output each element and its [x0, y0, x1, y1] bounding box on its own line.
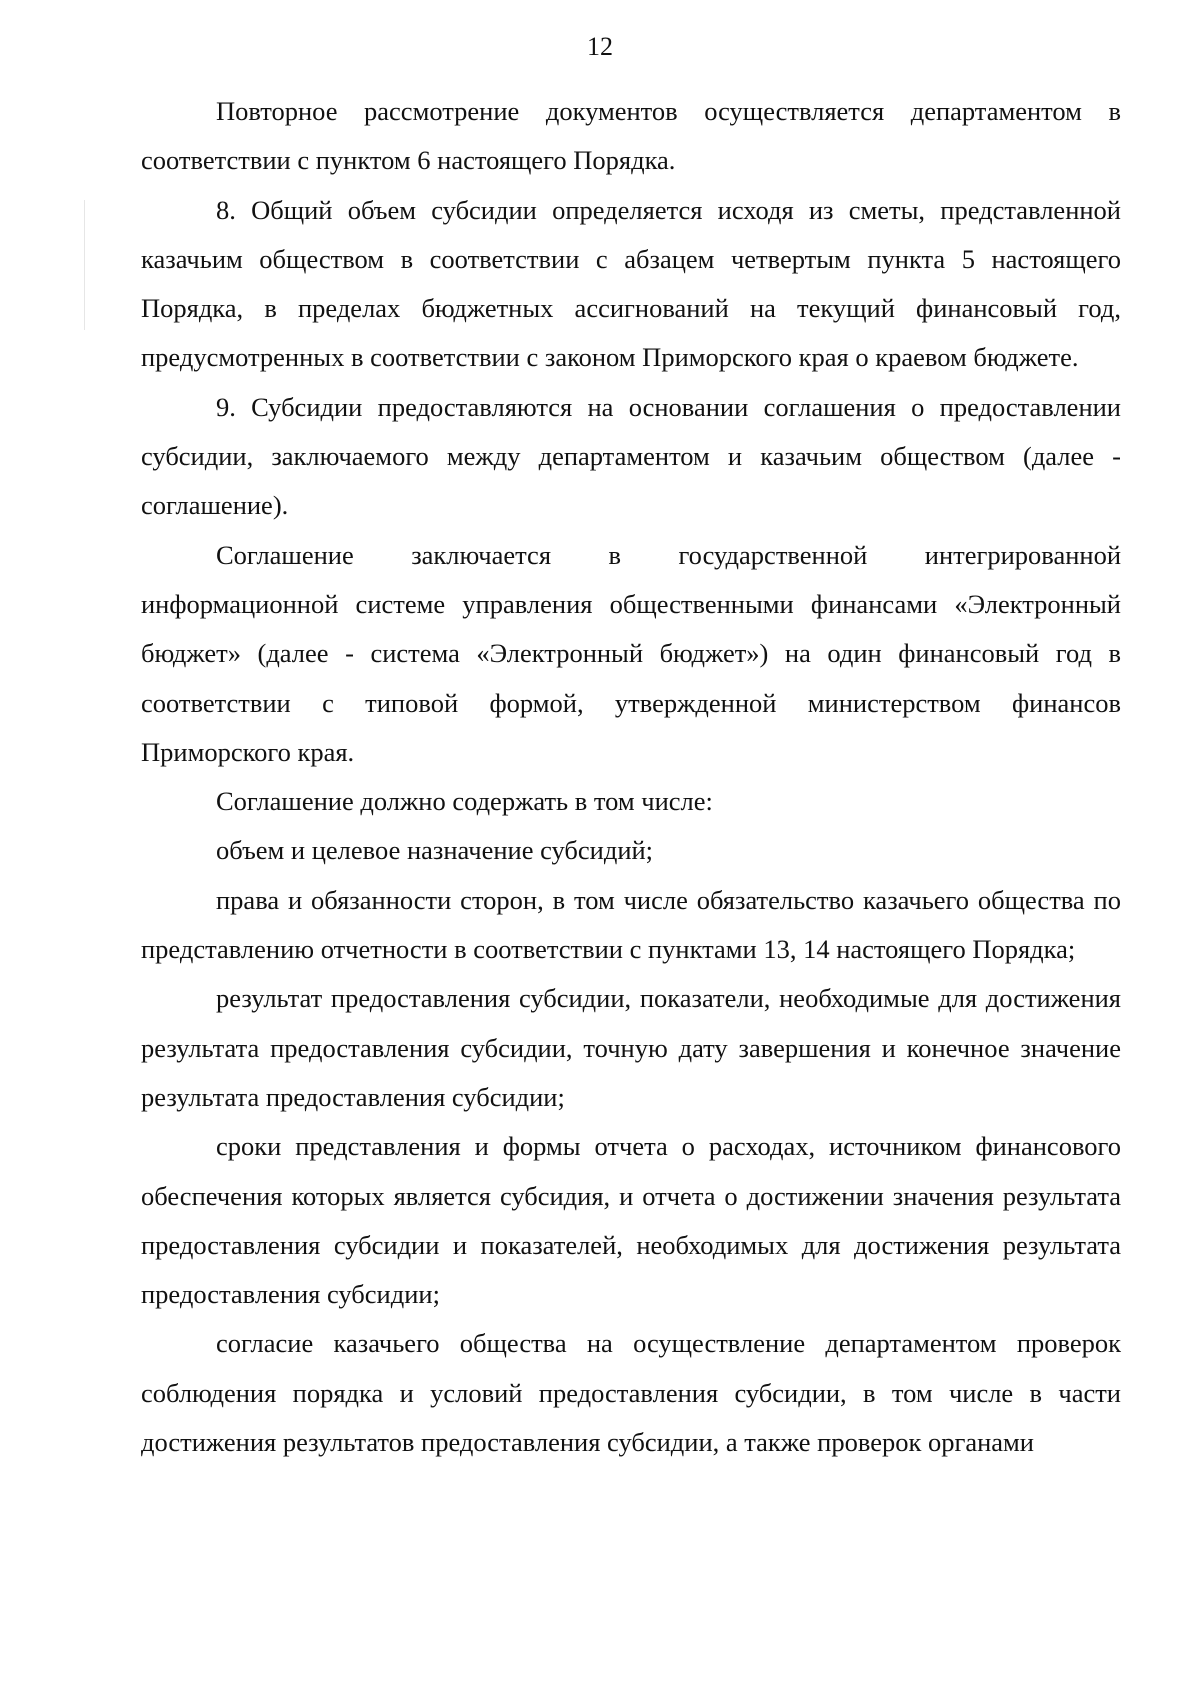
- paragraph-agreement-system: Соглашение заключается в государственной интегрированной информационной системе управления общественными финансами «Электронный бюджет» (далее - система «Электронный бюджет») на один финансовый год в соответствии с типовой формой, утвержденной министерством финансов Приморского края.: [141, 539, 1121, 767]
- paragraph-clause-9: 9. Субсидии предоставляются на основании соглашения о предоставлении субсидии, заключаемого между департаментом и казачьим обществом (далее - соглашение).: [141, 391, 1121, 521]
- paragraph-agreement-contents: Соглашение должно содержать в том числе:: [216, 786, 713, 817]
- paragraph-review: Повторное рассмотрение документов осуществляется департаментом в соответствии с пунктом 6 настоящего Порядка.: [141, 96, 1121, 176]
- paragraph-volume-purpose: объем и целевое назначение субсидий;: [216, 835, 654, 866]
- document-body: [141, 87, 1121, 1467]
- paragraph-reporting-deadlines: сроки представления и формы отчета о расходах, источником финансового обеспечения которых является субсидия, и отчета о достижении значения результата предоставления субсидии и показателей, необходимых для достижения результата предоставления субсидии;: [141, 1131, 1121, 1310]
- page-number: 12: [587, 32, 613, 61]
- paragraph-result-indicators: результат предоставления субсидии, показатели, необходимые для достижения результата предоставления субсидии, точную дату завершения и конечное значение результата предоставления субсидии;: [141, 983, 1121, 1112]
- paragraph-clause-8: 8. Общий объем субсидии определяется исходя из сметы, представленной казачьим обществом в соответствии с абзацем четвертым пункта 5 настоящего Порядка, в пределах бюджетных ассигнований на текущий финансовый год, предусмотренных в соответствии с законом Приморского края о краевом бюджете.: [141, 194, 1121, 373]
- scan-margin-line: [84, 200, 85, 330]
- paragraph-rights-obligations: права и обязанности сторон, в том числе обязательство казачьего общества по представлению отчетности в соответствии с пунктами 13, 14 настоящего Порядка;: [141, 884, 1121, 965]
- paragraph-consent-inspections: согласие казачьего общества на осуществление департаментом проверок соблюдения порядка и условий предоставления субсидии, в том числе в части достижения результатов предоставления субсидии, а также проверок органами: [141, 1328, 1121, 1458]
